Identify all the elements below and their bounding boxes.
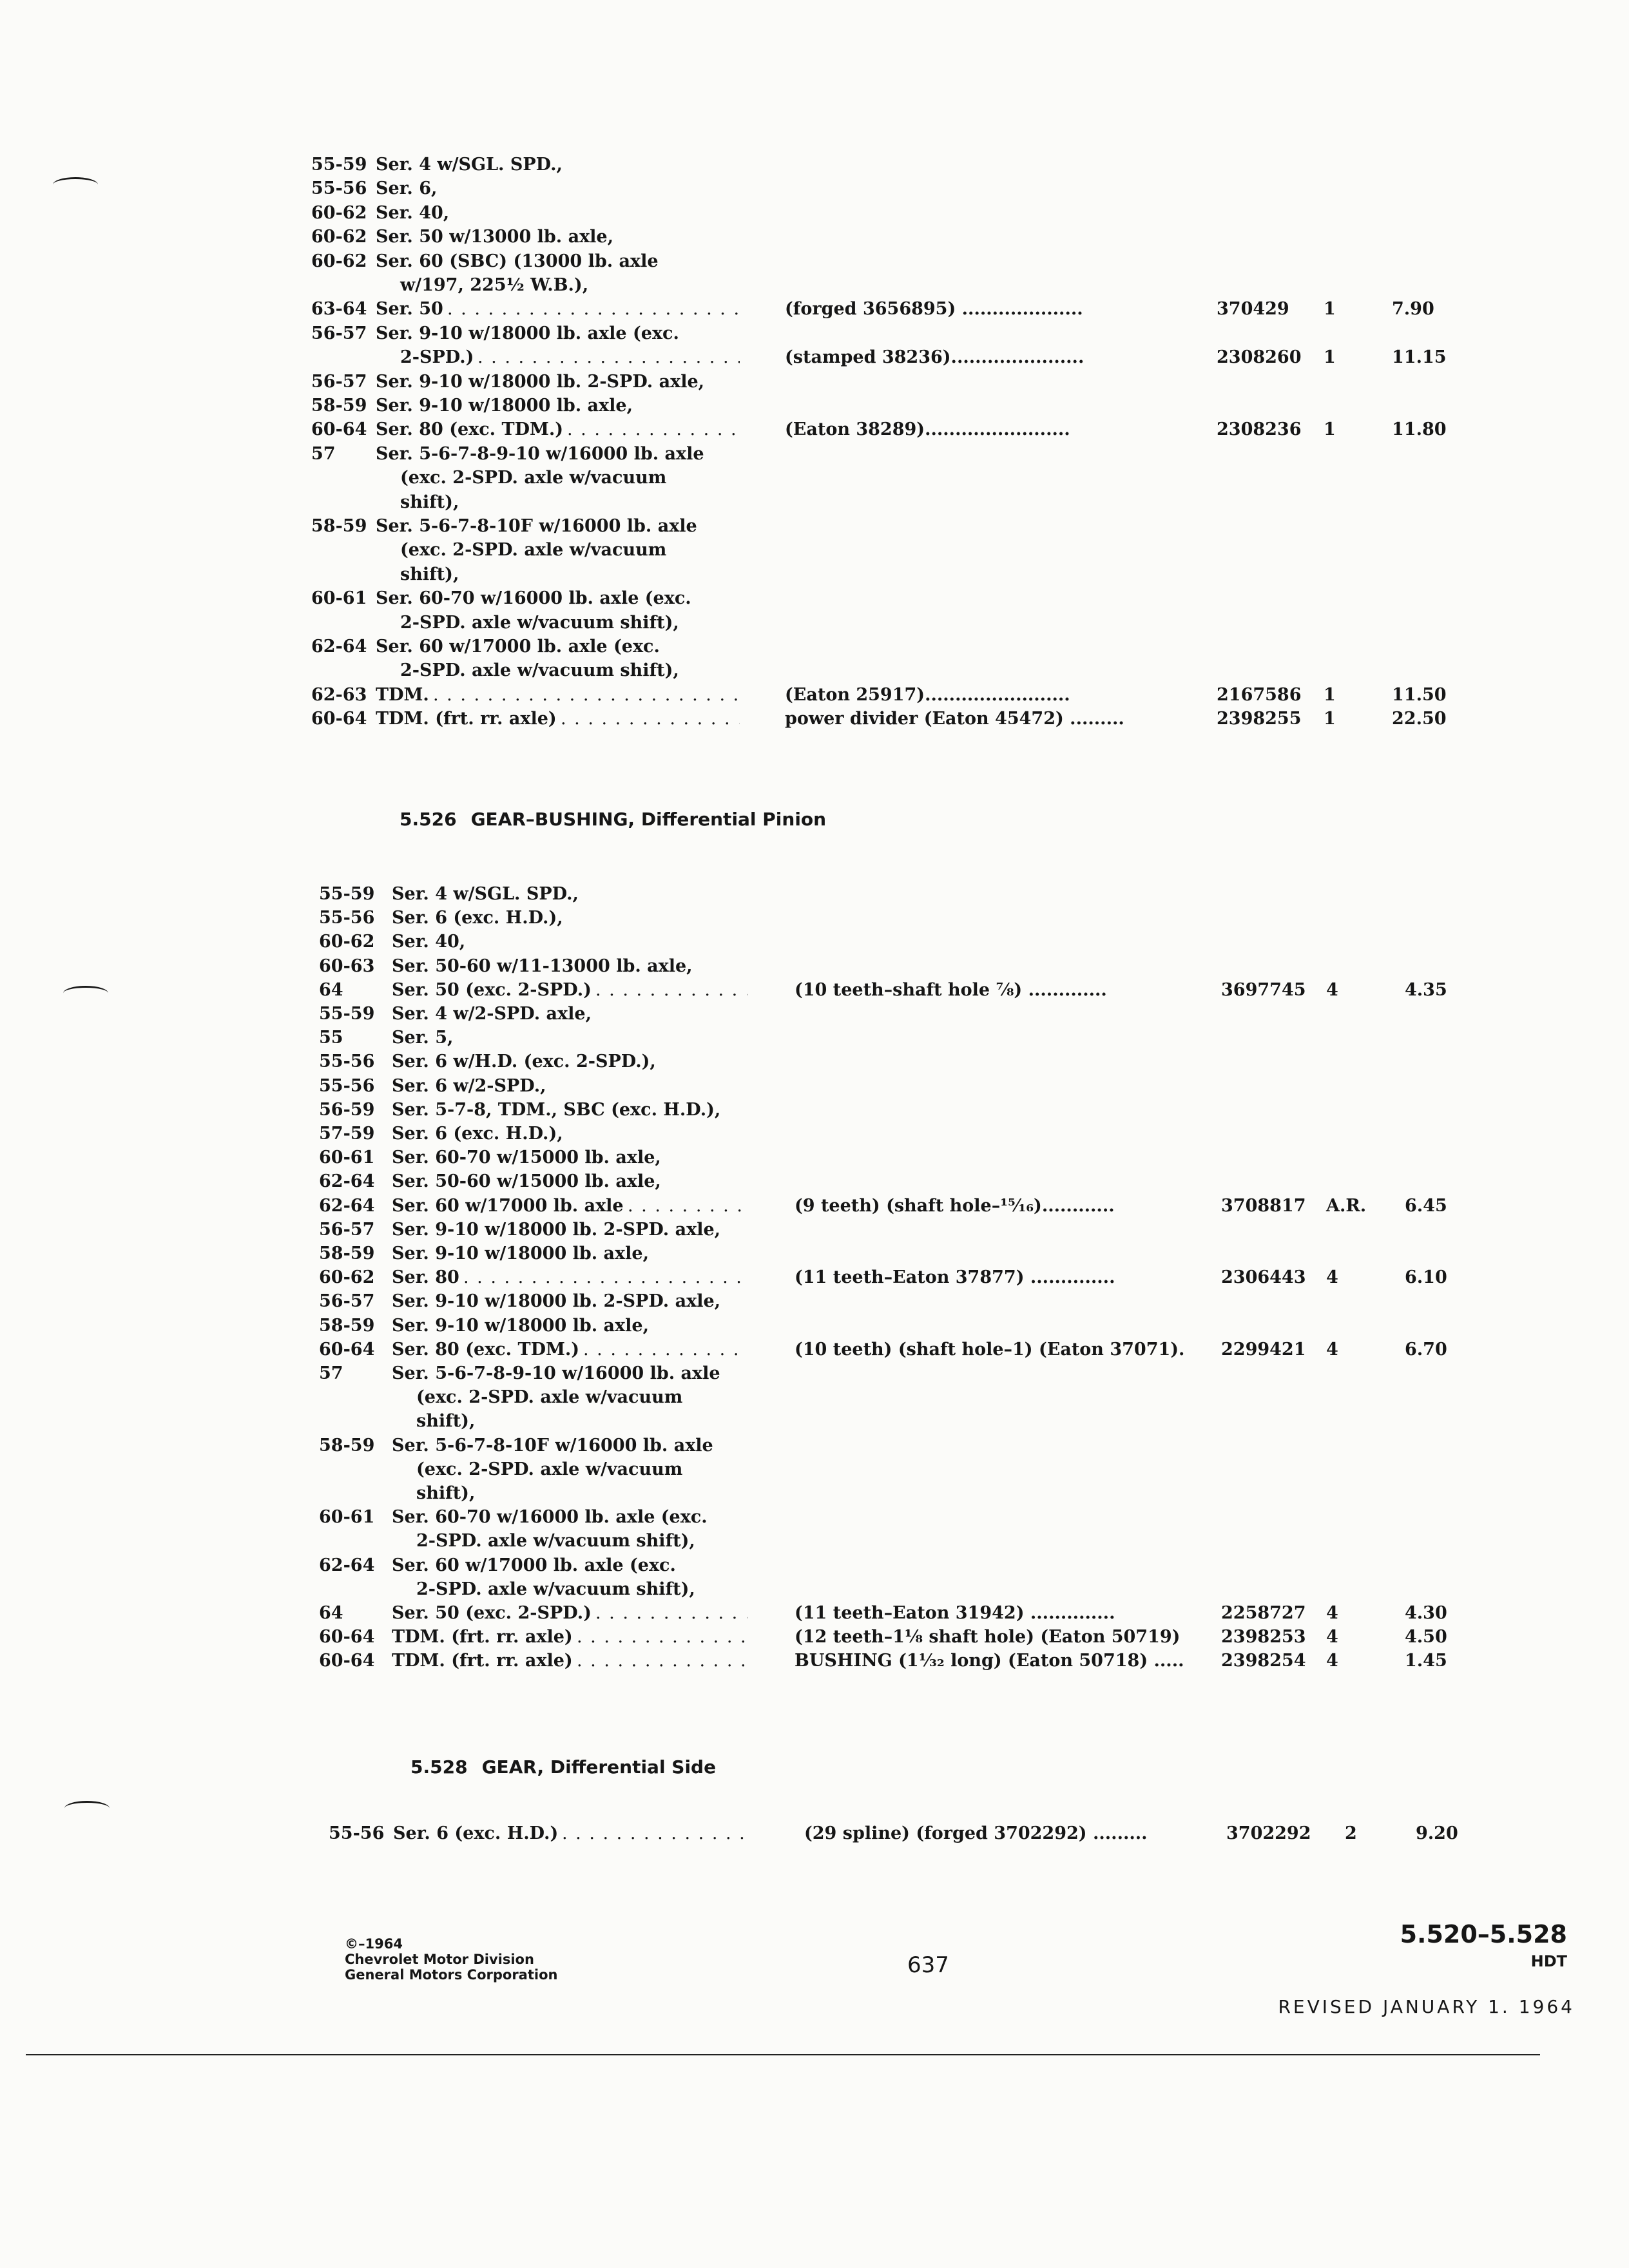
model-years: 56-57 xyxy=(311,372,367,392)
application: Ser. 50 (exc. 2-SPD.) xyxy=(392,1603,592,1623)
parts-row xyxy=(0,611,1629,637)
model-years: 60-62 xyxy=(319,932,375,952)
part-description: (11 teeth–Eaton 37877) .............. xyxy=(795,1267,1115,1287)
model-years: 55-59 xyxy=(319,884,375,904)
list-price: 6.45 xyxy=(1405,1196,1447,1216)
model-years: 55 xyxy=(319,1028,343,1048)
part-number: 2306443 xyxy=(1221,1267,1306,1287)
parts-row xyxy=(0,563,1629,589)
model-years: 55-56 xyxy=(319,1076,375,1096)
application: Ser. 9-10 w/18000 lb. axle, xyxy=(392,1316,649,1336)
quantity: 1 xyxy=(1324,299,1336,319)
application: Ser. 5-6-7-8-9-10 w/16000 lb. axle xyxy=(392,1363,720,1383)
application: (exc. 2-SPD. axle w/vacuum xyxy=(416,1387,683,1407)
application: Ser. 60-70 w/16000 lb. axle (exc. xyxy=(392,1507,708,1527)
list-price: 9.20 xyxy=(1416,1823,1458,1843)
parts-row xyxy=(0,539,1629,564)
list-price: 11.15 xyxy=(1392,347,1447,367)
part-description: (Eaton 38289)........................ xyxy=(785,419,1070,439)
model-years: 55-56 xyxy=(319,908,375,928)
section-title: GEAR–BUSHING, Differential Pinion xyxy=(470,809,827,830)
parts-row xyxy=(0,659,1629,685)
part-number: 2398255 xyxy=(1217,709,1302,729)
list-price: 11.80 xyxy=(1392,419,1447,439)
model-years: 62-64 xyxy=(319,1555,375,1575)
model-years: 60-61 xyxy=(319,1507,375,1527)
leader-dots xyxy=(561,707,740,731)
parts-row xyxy=(0,1458,1629,1484)
leader-dots xyxy=(583,1338,747,1361)
application: Ser. 40, xyxy=(376,203,450,223)
model-years: 63-64 xyxy=(311,299,367,319)
quantity: 4 xyxy=(1326,1627,1338,1647)
part-number: 2398253 xyxy=(1221,1627,1306,1647)
parts-row xyxy=(0,226,1629,251)
application: (exc. 2-SPD. axle w/vacuum xyxy=(416,1459,683,1479)
model-years: 60-64 xyxy=(319,1651,375,1671)
parts-row xyxy=(0,1482,1629,1508)
application: Ser. 50 xyxy=(376,299,443,319)
application: Ser. 60 (SBC) (13000 lb. axle xyxy=(376,251,659,271)
parts-row xyxy=(0,979,1629,1004)
model-years: 62-64 xyxy=(319,1196,375,1216)
part-number: 2299421 xyxy=(1221,1340,1306,1360)
parts-row xyxy=(0,466,1629,492)
parts-row xyxy=(0,394,1629,420)
quantity: 1 xyxy=(1324,347,1336,367)
model-years: 60-64 xyxy=(319,1340,375,1360)
parts-row xyxy=(0,684,1629,709)
parts-row xyxy=(0,707,1629,733)
model-years: 58-59 xyxy=(311,516,367,536)
quantity: 4 xyxy=(1326,1267,1338,1287)
model-years: 60-62 xyxy=(311,227,367,247)
model-years: 60-64 xyxy=(319,1627,375,1647)
section-range-block xyxy=(1400,1920,1567,1970)
leader-dots xyxy=(562,1822,754,1845)
model-years: 56-59 xyxy=(319,1100,375,1120)
parts-row xyxy=(0,370,1629,396)
section-range: 5.520–5.528 xyxy=(1400,1920,1567,1948)
parts-row xyxy=(0,1099,1629,1124)
parts-row xyxy=(0,883,1629,908)
model-years: 57-59 xyxy=(319,1124,375,1144)
part-description: BUSHING (1¹⁄₃₂ long) (Eaton 50718) ..... xyxy=(795,1651,1184,1671)
parts-row xyxy=(0,1122,1629,1148)
copyright: ©–1964 xyxy=(345,1936,403,1952)
application: 2-SPD. axle w/vacuum shift), xyxy=(416,1531,695,1551)
model-years: 58-59 xyxy=(311,396,367,416)
application: 2-SPD.) xyxy=(400,347,474,367)
parts-row xyxy=(0,177,1629,203)
quantity: 4 xyxy=(1326,980,1338,1000)
parts-row xyxy=(0,1386,1629,1412)
part-description: (11 teeth–Eaton 31942) .............. xyxy=(795,1603,1115,1623)
leader-dots xyxy=(477,346,740,369)
parts-row xyxy=(0,1338,1629,1364)
application: w/197, 225½ W.B.), xyxy=(400,275,589,295)
model-years: 60-62 xyxy=(311,251,367,271)
section-heading xyxy=(410,1756,716,1778)
parts-row xyxy=(0,1195,1629,1220)
list-price: 11.50 xyxy=(1392,685,1447,705)
part-description: power divider (Eaton 45472) ......... xyxy=(785,709,1124,729)
footer-rule xyxy=(26,2054,1540,2055)
model-years: 58-59 xyxy=(319,1316,375,1336)
part-number: 2308260 xyxy=(1217,347,1302,367)
model-years: 57 xyxy=(311,444,336,464)
parts-row xyxy=(0,1362,1629,1388)
parts-row xyxy=(0,1410,1629,1436)
application: Ser. 9-10 w/18000 lb. 2-SPD. axle, xyxy=(392,1220,721,1240)
application: Ser. 6 (exc. H.D.) xyxy=(393,1823,559,1843)
part-number: 3697745 xyxy=(1221,980,1306,1000)
part-description: (9 teeth) (shaft hole–¹⁵⁄₁₆)............ xyxy=(795,1196,1115,1216)
parts-row xyxy=(0,1075,1629,1100)
model-years: 60-64 xyxy=(311,419,367,439)
leader-dots xyxy=(577,1626,747,1649)
part-number: 2167586 xyxy=(1217,685,1302,705)
application: TDM. (frt. rr. axle) xyxy=(392,1651,573,1671)
parts-row xyxy=(0,1242,1629,1268)
list-price: 4.50 xyxy=(1405,1627,1447,1647)
application: 2-SPD. axle w/vacuum shift), xyxy=(400,613,679,633)
application: Ser. 60 w/17000 lb. axle (exc. xyxy=(376,637,660,657)
leader-dots xyxy=(577,1649,747,1673)
parts-row xyxy=(0,1602,1629,1628)
part-number: 2398254 xyxy=(1221,1651,1306,1671)
application: Ser. 50-60 w/11-13000 lb. axle, xyxy=(392,956,693,976)
part-description: (10 teeth) (shaft hole–1) (Eaton 37071). xyxy=(795,1340,1185,1360)
part-number: 3708817 xyxy=(1221,1196,1306,1216)
parts-row xyxy=(0,1530,1629,1555)
application: Ser. 9-10 w/18000 lb. 2-SPD. axle, xyxy=(392,1291,721,1311)
binder-hole-mark xyxy=(63,986,108,1001)
application: shift), xyxy=(416,1483,476,1503)
application: Ser. 50-60 w/15000 lb. axle, xyxy=(392,1171,661,1191)
application: Ser. 60-70 w/15000 lb. axle, xyxy=(392,1148,661,1168)
model-years: 55-56 xyxy=(319,1052,375,1072)
revised-date: REVISED JANUARY 1. 1964 xyxy=(1278,1996,1575,2017)
model-years: 60-62 xyxy=(311,203,367,223)
section-number: 5.526 xyxy=(400,809,457,830)
model-years: 64 xyxy=(319,1603,343,1623)
page-number: 637 xyxy=(907,1952,949,1978)
parts-row xyxy=(0,1314,1629,1340)
part-description: (forged 3656895) .................... xyxy=(785,299,1083,319)
part-number: 2308236 xyxy=(1217,419,1302,439)
corporation: General Motors Corporation xyxy=(345,1967,558,1983)
quantity: A.R. xyxy=(1326,1196,1367,1216)
application: 2-SPD. axle w/vacuum shift), xyxy=(400,660,679,680)
parts-row xyxy=(0,1434,1629,1460)
model-years: 58-59 xyxy=(319,1244,375,1264)
application: Ser. 9-10 w/18000 lb. axle, xyxy=(376,396,633,416)
application: Ser. 5-6-7-8-9-10 w/16000 lb. axle xyxy=(376,444,704,464)
parts-row xyxy=(0,930,1629,956)
parts-row xyxy=(0,298,1629,323)
part-description: (Eaton 25917)........................ xyxy=(785,685,1070,705)
application: Ser. 4 w/2-SPD. axle, xyxy=(392,1004,592,1024)
parts-row xyxy=(0,202,1629,227)
model-years: 64 xyxy=(319,980,343,1000)
application: Ser. 9-10 w/18000 lb. axle, xyxy=(392,1244,649,1264)
model-years: 60-61 xyxy=(311,588,367,608)
parts-row xyxy=(0,153,1629,179)
model-years: 60-61 xyxy=(319,1148,375,1168)
part-number: 2258727 xyxy=(1221,1603,1306,1623)
application: Ser. 60-70 w/16000 lb. axle (exc. xyxy=(376,588,691,608)
application: Ser. 9-10 w/18000 lb. axle (exc. xyxy=(376,323,679,343)
leader-dots xyxy=(628,1195,747,1218)
model-years: 62-64 xyxy=(319,1171,375,1191)
list-price: 4.30 xyxy=(1405,1603,1447,1623)
parts-row xyxy=(0,1290,1629,1316)
parts-row xyxy=(0,1578,1629,1604)
application: TDM. (frt. rr. axle) xyxy=(376,709,557,729)
model-years: 55-56 xyxy=(311,178,367,198)
model-years: 57 xyxy=(319,1363,343,1383)
model-years: 62-64 xyxy=(311,637,367,657)
parts-row xyxy=(0,250,1629,276)
application: TDM. xyxy=(376,685,429,705)
application: Ser. 4 w/SGL. SPD., xyxy=(392,884,579,904)
parts-row xyxy=(0,1822,1629,1848)
parts-row xyxy=(0,274,1629,300)
application: shift), xyxy=(400,492,459,512)
model-years: 56-57 xyxy=(319,1220,375,1240)
parts-row xyxy=(0,1170,1629,1196)
application: Ser. 6 (exc. H.D.), xyxy=(392,908,563,928)
part-number: 370429 xyxy=(1217,299,1289,319)
application: Ser. 5-6-7-8-10F w/16000 lb. axle xyxy=(376,516,697,536)
section-title: GEAR, Differential Side xyxy=(481,1756,717,1778)
leader-dots xyxy=(433,684,740,707)
model-years: 58-59 xyxy=(319,1436,375,1456)
model-years: 60-64 xyxy=(311,709,367,729)
quantity: 1 xyxy=(1324,419,1336,439)
part-description: (29 spline) (forged 3702292) ......... xyxy=(804,1823,1148,1843)
quantity: 2 xyxy=(1345,1823,1357,1843)
parts-row xyxy=(0,955,1629,981)
copyright-block xyxy=(345,1936,557,1983)
part-description: (10 teeth–shaft hole ⅞) ............. xyxy=(795,980,1107,1000)
application: Ser. 5-6-7-8-10F w/16000 lb. axle xyxy=(392,1436,713,1456)
model-years: 62-63 xyxy=(311,685,367,705)
parts-row xyxy=(0,587,1629,613)
list-price: 6.10 xyxy=(1405,1267,1447,1287)
leader-dots xyxy=(463,1266,747,1289)
binder-hole-mark xyxy=(64,1801,110,1816)
list-price: 4.35 xyxy=(1405,980,1447,1000)
application: Ser. 80 (exc. TDM.) xyxy=(392,1340,580,1360)
application: (exc. 2-SPD. axle w/vacuum xyxy=(400,540,667,560)
parts-row xyxy=(0,322,1629,348)
quantity: 4 xyxy=(1326,1603,1338,1623)
section-heading xyxy=(400,809,826,830)
leader-dots xyxy=(567,418,740,441)
parts-row xyxy=(0,907,1629,932)
parts-row xyxy=(0,443,1629,468)
model-years: 55-59 xyxy=(319,1004,375,1024)
application: Ser. 6, xyxy=(376,178,438,198)
application: Ser. 40, xyxy=(392,932,466,952)
quantity: 4 xyxy=(1326,1340,1338,1360)
list-price: 6.70 xyxy=(1405,1340,1447,1360)
parts-row xyxy=(0,346,1629,372)
part-description: (stamped 38236)...................... xyxy=(785,347,1084,367)
application: Ser. 60 w/17000 lb. axle xyxy=(392,1196,624,1216)
application: shift), xyxy=(416,1411,476,1431)
model-years: 60-62 xyxy=(319,1267,375,1287)
application: TDM. (frt. rr. axle) xyxy=(392,1627,573,1647)
parts-row xyxy=(0,1146,1629,1172)
parts-row xyxy=(0,1626,1629,1651)
part-description: (12 teeth–1⅛ shaft hole) (Eaton 50719) xyxy=(795,1627,1181,1647)
leader-dots xyxy=(595,979,747,1002)
parts-row xyxy=(0,1050,1629,1076)
part-number: 3702292 xyxy=(1226,1823,1311,1843)
parts-row xyxy=(0,1506,1629,1532)
parts-row xyxy=(0,418,1629,444)
application: shift), xyxy=(400,564,459,584)
model-years: 56-57 xyxy=(311,323,367,343)
parts-row xyxy=(0,1218,1629,1244)
model-years: 56-57 xyxy=(319,1291,375,1311)
catalog-code: HDT xyxy=(1530,1952,1567,1970)
application: Ser. 6 w/2-SPD., xyxy=(392,1076,546,1096)
application: Ser. 50 (exc. 2-SPD.) xyxy=(392,980,592,1000)
quantity: 1 xyxy=(1324,685,1336,705)
model-years: 55-59 xyxy=(311,155,367,175)
application: Ser. 4 w/SGL. SPD., xyxy=(376,155,563,175)
application: 2-SPD. axle w/vacuum shift), xyxy=(416,1579,695,1599)
quantity: 4 xyxy=(1326,1651,1338,1671)
application: Ser. 9-10 w/18000 lb. 2-SPD. axle, xyxy=(376,372,705,392)
application: Ser. 6 w/H.D. (exc. 2-SPD.), xyxy=(392,1052,656,1072)
application: Ser. 60 w/17000 lb. axle (exc. xyxy=(392,1555,676,1575)
parts-row xyxy=(0,515,1629,541)
leader-dots xyxy=(447,298,740,321)
quantity: 1 xyxy=(1324,709,1336,729)
section-number: 5.528 xyxy=(410,1756,468,1778)
application: Ser. 5-7-8, TDM., SBC (exc. H.D.), xyxy=(392,1100,721,1120)
parts-row xyxy=(0,491,1629,517)
parts-row xyxy=(0,1026,1629,1052)
model-years: 55-56 xyxy=(329,1823,385,1843)
list-price: 7.90 xyxy=(1392,299,1434,319)
division: Chevrolet Motor Division xyxy=(345,1952,534,1967)
parts-row xyxy=(0,1649,1629,1675)
parts-row xyxy=(0,1003,1629,1028)
application: Ser. 80 (exc. TDM.) xyxy=(376,419,564,439)
binder-hole-mark xyxy=(53,177,98,192)
list-price: 1.45 xyxy=(1405,1651,1447,1671)
application: Ser. 50 w/13000 lb. axle, xyxy=(376,227,613,247)
model-years: 60-63 xyxy=(319,956,375,976)
application: (exc. 2-SPD. axle w/vacuum xyxy=(400,468,667,488)
parts-row xyxy=(0,1266,1629,1292)
application: Ser. 6 (exc. H.D.), xyxy=(392,1124,563,1144)
leader-dots xyxy=(595,1602,747,1625)
parts-row xyxy=(0,635,1629,661)
parts-row xyxy=(0,1554,1629,1580)
application: Ser. 5, xyxy=(392,1028,454,1048)
application: Ser. 80 xyxy=(392,1267,459,1287)
list-price: 22.50 xyxy=(1392,709,1447,729)
